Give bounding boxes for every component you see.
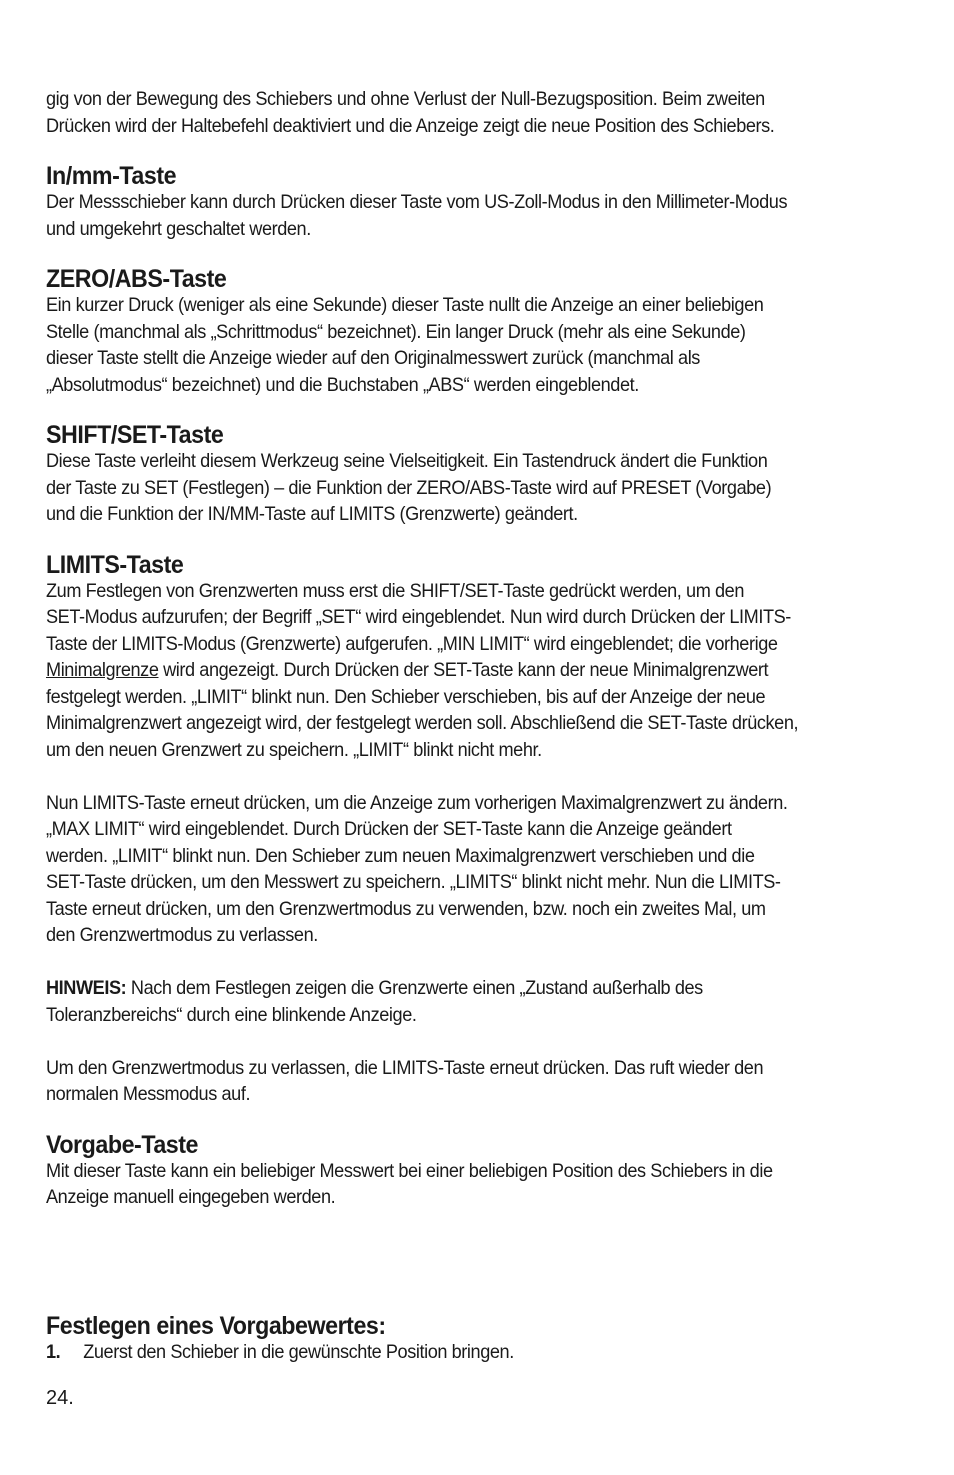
body-line: der Taste zu SET (Festlegen) – die Funktion der ZERO/ABS-Taste wird auf PRESET (Vorgabe) [46, 476, 772, 499]
body-line: Zum Festlegen von Grenzwerten muss erst die SHIFT/SET-Taste gedrückt werden, um den [46, 579, 745, 602]
section-heading-zero-abs: ZERO/ABS-Taste [46, 265, 227, 293]
note-text: Nach dem Festlegen zeigen die Grenzwerte einen „Zustand außerhalb des [126, 977, 703, 999]
section-body-in-mm [46, 189, 907, 242]
body-line: Minimalgrenzwert angezeigt wird, der festgelegt werden soll. Abschließend die SET-Taste drücken, [46, 712, 799, 734]
intro-line: gig von der Bewegung des Schiebers und ohne Verlust der Null-Bezugsposition. Beim zweiten [46, 88, 765, 110]
body-line: Anzeige manuell eingegeben werden. [46, 1186, 336, 1208]
body-line: Der Messschieber kann durch Drücken dieser Taste vom US-Zoll-Modus in den Millimeter-Modus [46, 191, 788, 213]
procedure-heading: Festlegen eines Vorgabewertes: [46, 1311, 386, 1340]
body-line: „Absolutmodus“ bezeichnet) und die Buchstaben „ABS“ werden eingeblendet. [46, 373, 639, 396]
section-heading-in-mm: In/mm-Taste [46, 162, 177, 190]
intro-paragraph [46, 86, 907, 139]
section-body-limits [46, 578, 907, 1108]
body-line: Stelle (manchmal als „Schrittmodus“ bezeichnet). Ein langer Druck (mehr als eine Sekunde) [46, 320, 746, 343]
body-line: Mit dieser Taste kann ein beliebiger Messwert bei einer beliebigen Position des Schiebers in die [46, 1159, 773, 1182]
intro-line: Drücken wird der Haltebefehl deaktiviert und die Anzeige zeigt die neue Position des Schiebers. [46, 114, 775, 137]
body-line: den Grenzwertmodus zu verlassen. [46, 924, 318, 946]
body-line: „MAX LIMIT“ wird eingeblendet. Durch Drücken der SET-Taste kann die Anzeige geändert [46, 818, 732, 840]
body-line: und umgekehrt geschaltet werden. [46, 217, 311, 240]
section-body-vorgabe [46, 1158, 907, 1211]
body-line: dieser Taste stellt die Anzeige wieder auf den Originalmesswert zurück (manchmal als [46, 347, 700, 369]
body-line: werden. „LIMIT“ blinkt nun. Den Schieber zum neuen Maximalgrenzwert verschieben und die [46, 844, 755, 867]
body-line: Nun LIMITS-Taste erneut drücken, um die Anzeige zum vorherigen Maximalgrenzwert zu ändern. [46, 791, 788, 814]
body-line [46, 657, 907, 684]
note-line [46, 975, 907, 1002]
body-line: normalen Messmodus auf. [46, 1083, 251, 1105]
body-line: um den neuen Grenzwert zu speichern. „LIMIT“ blinkt nicht mehr. [46, 738, 542, 761]
underlined-term: Minimalgrenze [46, 659, 159, 681]
body-line: Taste erneut drücken, um den Grenzwertmodus zu verwenden, bzw. noch ein zweites Mal, um [46, 897, 766, 920]
body-line: SET-Taste drücken, um den Messwert zu speichern. „LIMITS“ blinkt nicht mehr. Nun die LIMITS- [46, 871, 781, 893]
section-heading-limits: LIMITS-Taste [46, 550, 184, 579]
body-line: Diese Taste verleiht diesem Werkzeug seine Vielseitigkeit. Ein Tastendruck ändert die Funktion [46, 450, 768, 472]
body-line: und die Funktion der IN/MM-Taste auf LIMITS (Grenzwerte) geändert. [46, 503, 578, 525]
note-label: HINWEIS: [46, 977, 127, 999]
document-page [46, 86, 908, 1365]
section-heading-vorgabe: Vorgabe-Taste [46, 1130, 199, 1159]
body-line: Um den Grenzwertmodus zu verlassen, die LIMITS-Taste erneut drücken. Das ruft wieder den [46, 1056, 764, 1079]
step-text: Zuerst den Schieber in die gewünschte Position bringen. [83, 1340, 514, 1363]
body-line: Taste der LIMITS-Modus (Grenzwerte) aufgerufen. „MIN LIMIT“ wird eingeblendet; die vorherige [46, 632, 778, 655]
body-line: SET-Modus aufzurufen; der Begriff „SET“ wird eingeblendet. Nun wird durch Drücken der LIMITS- [46, 606, 791, 628]
note-line: Toleranzbereichs“ durch eine blinkende Anzeige. [46, 1003, 417, 1026]
step-number: 1. [46, 1340, 61, 1363]
section-heading-shift-set: SHIFT/SET-Taste [46, 421, 224, 449]
body-line: festgelegt werden. „LIMIT“ blinkt nun. Den Schieber verschieben, bis auf der Anzeige der neue [46, 685, 766, 708]
section-body-zero-abs [46, 292, 907, 398]
body-text: wird angezeigt. Durch Drücken der SET-Taste kann der neue Minimalgrenzwert [158, 659, 769, 681]
body-line: Ein kurzer Druck (weniger als eine Sekunde) dieser Taste nullt die Anzeige an einer beliebigen [46, 294, 764, 316]
procedure-step [46, 1339, 907, 1366]
page-number: 24. [46, 1387, 74, 1409]
procedure-steps [46, 1339, 907, 1366]
section-body-shift-set [46, 448, 907, 528]
